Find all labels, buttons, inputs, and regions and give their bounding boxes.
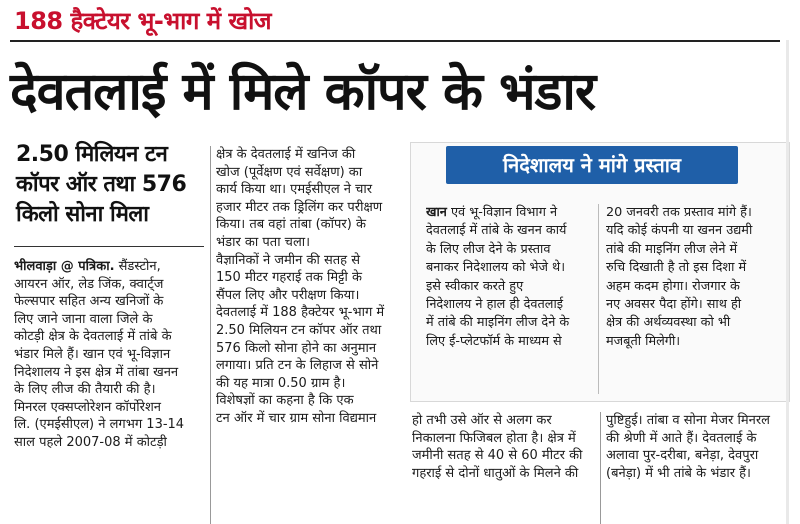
column-line: की यह मात्रा 0.50 ग्राम है। <box>216 375 346 391</box>
box-line: में तांबे की माइनिंग लीज देने के <box>426 315 570 331</box>
column-line: टन ऑर में चार ग्राम सोना विद्यमान <box>216 410 377 426</box>
column-divider <box>210 146 211 524</box>
column-line: कोटड़ी क्षेत्र के देवतलाई में तांबे के <box>14 329 172 345</box>
column-line: निकालना फिजिबल होता है। क्षेत्र में <box>412 430 576 446</box>
column-line: किया। तब वहां तांबा (कॉपर) के <box>216 217 366 233</box>
column-line: हजार मीटर तक ड्रिलिंग कर परीक्षण <box>216 199 383 215</box>
column-line: जमीनी सतह से 40 से 60 मीटर की <box>412 448 583 464</box>
box-line: इसे स्वीकार करते हुए <box>426 278 524 294</box>
box-column-right <box>606 204 778 351</box>
column-line: निदेशालय ने इस क्षेत्र में तांबा खनन <box>14 364 179 380</box>
column-line: हो तभी उसे ऑर से अलग कर <box>412 413 552 428</box>
column-line: 576 किलो सोना होने का अनुमान <box>216 340 377 356</box>
column-line <box>14 258 207 276</box>
box-line: 20 जनवरी तक प्रस्ताव मांगे हैं। <box>606 205 752 220</box>
column-line: कार्य किया था। एमईसीएल ने चार <box>216 182 373 198</box>
article-column-4 <box>606 412 786 482</box>
column-line: लगाया। प्रति टन के लिहाज से सोने <box>216 358 379 374</box>
column-line: गहराई से दोनों धातुओं के मिलने की <box>412 465 579 481</box>
box-line: बनाकर निदेशालय को भेजे थे। <box>426 260 566 276</box>
box-line <box>426 204 594 222</box>
box-line-text: एवं भू-विज्ञान विभाग ने <box>446 205 558 220</box>
sidebar-box-title: निदेशालय ने मांगे प्रस्ताव <box>446 146 738 184</box>
column-line: क्षेत्र के देवतलाई में खनिज की <box>216 147 356 162</box>
column-line: की श्रेणी में आते हैं। देवतलाई के <box>606 430 757 446</box>
column-line: 2.50 मिलियन टन कॉपर ऑर तथा <box>216 322 382 338</box>
box-line: यदि कोई कंपनी या खनन उद्यमी <box>606 223 753 239</box>
dateline: भीलवाड़ा @ पत्रिका. <box>14 259 115 274</box>
box-line: लिए ई-प्लेटफॉर्म के माध्यम से <box>426 333 562 349</box>
article-column-2 <box>216 146 409 428</box>
kicker: 188 हैक्टेयर भू-भाग में खोज <box>14 7 272 35</box>
box-lead-word: खान <box>426 205 447 220</box>
box-line: निदेशालय ने हाल ही देवतलाई <box>426 296 564 312</box>
box-column-divider <box>598 204 599 394</box>
column-line: लि. (एमईसीएल) ने लगभग 13-14 <box>14 417 185 433</box>
column-line: आयरन ऑर, लेड जिंक, क्वार्ट्ज <box>14 276 164 292</box>
column-line: 150 मीटर गहराई तक मिट्टी के <box>216 270 363 286</box>
column-line: के लिए लीज की तैयारी की है। <box>14 382 156 398</box>
column-line-text: सैंडस्टोन, <box>114 259 161 274</box>
column-line: फेल्सपार सहित अन्य खनिजों के <box>14 294 164 310</box>
column-line: लिए जाने जाना वाला जिले के <box>14 311 153 327</box>
column-line: वैज्ञानिकों ने जमीन की सतह से <box>216 252 360 268</box>
headline: देवतलाई में मिले कॉपर के भंडार <box>10 62 596 122</box>
column-line: पुष्टिहुई। तांबा व सोना मेजर मिनरल <box>606 413 770 428</box>
box-line: रुचि दिखाती है तो इस दिशा में <box>606 260 747 276</box>
column-divider <box>600 412 601 524</box>
box-line: अहम कदम होगा। रोजगार के <box>606 278 740 294</box>
column-line: विशेषज्ञों का कहना है कि एक <box>216 393 354 409</box>
box-line: तांबे की माइनिंग लीज लेने में <box>606 241 738 257</box>
subheadline <box>16 140 206 230</box>
box-column-left <box>426 204 594 351</box>
box-line: क्षेत्र की अर्थव्यवस्था को भी <box>606 315 731 331</box>
column-line: अलावा पुर-दरीबा, बनेड़ा, देवपुरा <box>606 448 759 464</box>
top-rule <box>10 40 780 42</box>
column-line: भंडार मिले हैं। खान एवं भू-विज्ञान <box>14 346 171 362</box>
subhead-line: किलो सोना मिला <box>16 202 149 227</box>
subhead-line: कॉपर ऑर तथा 576 <box>16 172 187 197</box>
column-line: खोज (पूर्वेक्षण एवं सर्वेक्षण) का <box>216 164 363 180</box>
box-line: देवतलाई में तांबे के खनन कार्य <box>426 223 567 239</box>
page-edge-shadow <box>786 40 789 524</box>
column-line: देवतलाई में 188 हैक्टेयर भू-भाग में <box>216 305 385 321</box>
box-line: के लिए लीज देने के प्रस्ताव <box>426 241 551 257</box>
column-line: मिनरल एक्सप्लोरेशन कॉर्पोरेशन <box>14 399 162 415</box>
subhead-line: 2.50 मिलियन टन <box>16 142 168 167</box>
column-line: भंडार का पता चला। <box>216 234 311 250</box>
article-column-1 <box>14 258 207 452</box>
column-line: (बनेड़ा) में भी तांबे के भंडार हैं। <box>606 465 751 481</box>
column-line: साल पहले 2007-08 में कोटड़ी <box>14 434 167 450</box>
article-column-3 <box>412 412 597 482</box>
column-line: सैंपल लिए और परीक्षण किया। <box>216 287 360 303</box>
box-line: नए अवसर पैदा होंगे। साथ ही <box>606 296 742 312</box>
box-line: मजबूती मिलेगी। <box>606 333 681 349</box>
subhead-rule <box>14 246 204 247</box>
